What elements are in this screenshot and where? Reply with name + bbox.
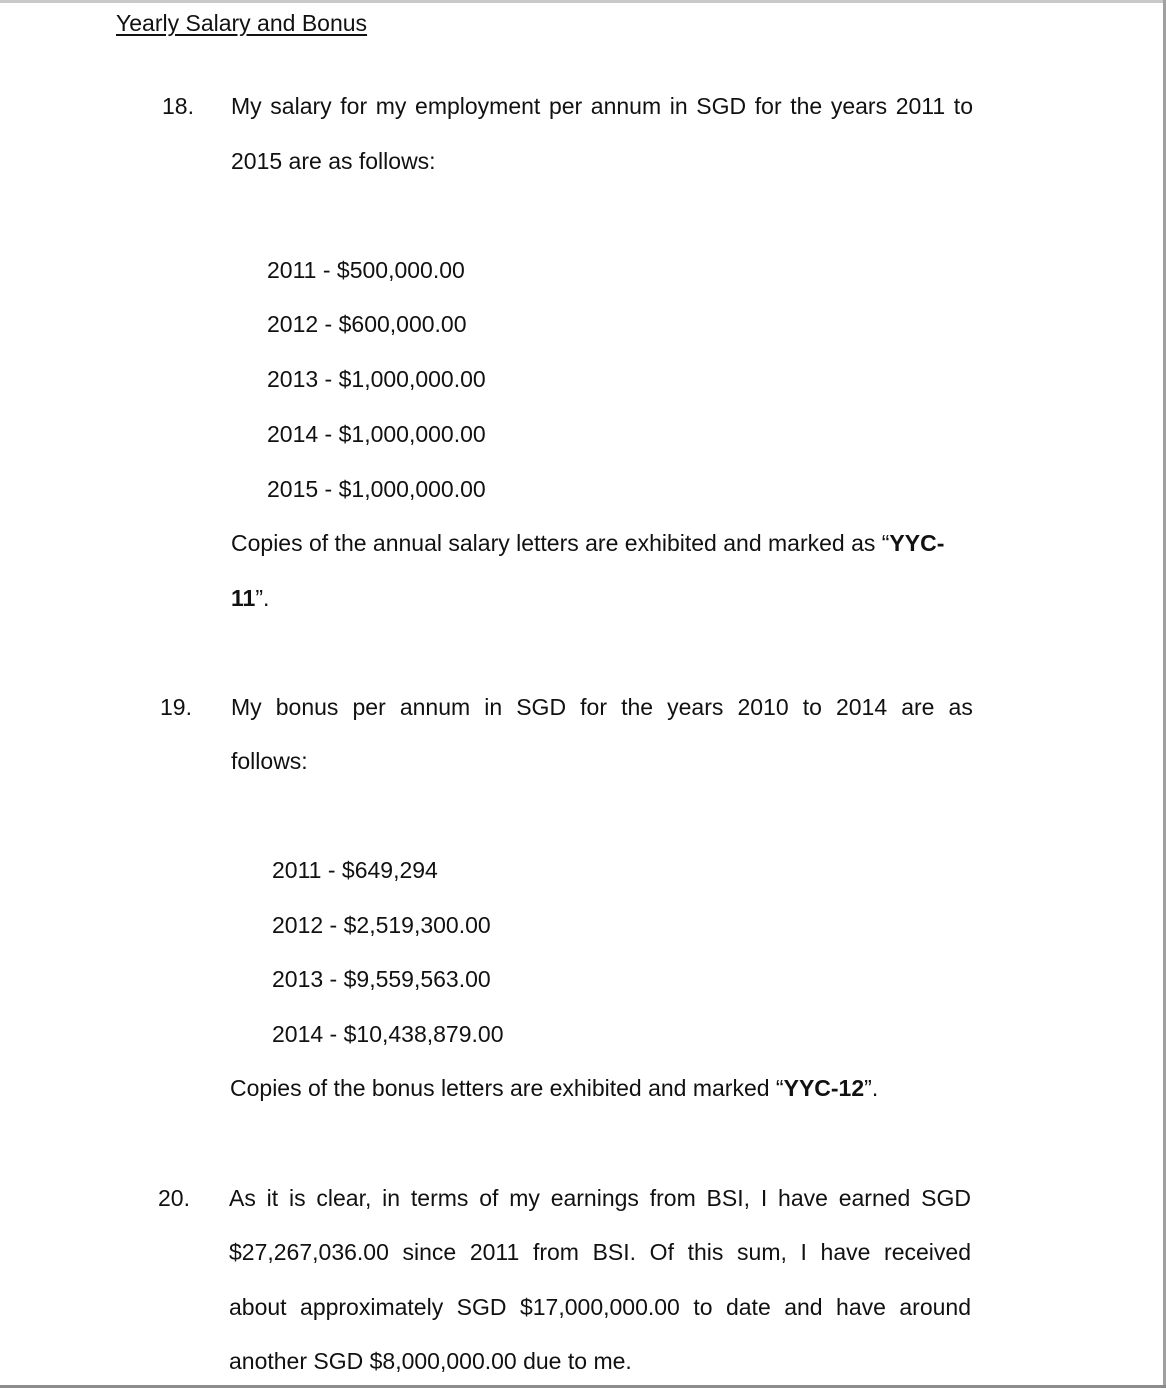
- salary-item-2014: 2014 - $1,000,000.00: [267, 421, 486, 447]
- word: for: [580, 694, 607, 720]
- exhibit-tail: ”.: [864, 1075, 879, 1101]
- word: SGD: [516, 694, 567, 720]
- exhibit-mark-yyc-11-part-1: YYC-: [889, 530, 945, 556]
- exhibit-mark-yyc-12: YYC-12: [783, 1075, 865, 1101]
- paragraph-18-number: 18.: [162, 93, 194, 119]
- bonus-item-2014: 2014 - $10,438,879.00: [272, 1021, 504, 1047]
- exhibit-mark-yyc-11-part-2: 11: [231, 585, 256, 611]
- salary-item-2013: 2013 - $1,000,000.00: [267, 366, 486, 392]
- salary-item-2015: 2015 - $1,000,000.00: [267, 476, 486, 502]
- paragraph-20-line-1: As it is clear, in terms of my earnings from BSI, I have earned SGD: [229, 1185, 971, 1211]
- word: 2014: [835, 694, 888, 720]
- exhibit-text: Copies of the annual salary letters are exhibited and marked as “: [231, 530, 890, 556]
- word: 2010: [737, 694, 789, 720]
- paragraph-18-line-2: 2015 are as follows:: [231, 148, 436, 174]
- word: in: [484, 694, 503, 720]
- paragraph-18-exhibit-line-1: [231, 530, 944, 557]
- paragraph-20-line-3: about approximately SGD $17,000,000.00 to date and have around: [229, 1294, 971, 1320]
- bonus-item-2011: 2011 - $649,294: [272, 857, 438, 883]
- paragraph-19-exhibit-line: [230, 1075, 878, 1102]
- word: the: [621, 694, 654, 720]
- page-top-border: [0, 0, 1166, 3]
- exhibit-text: Copies of the bonus letters are exhibited and marked “: [230, 1075, 784, 1101]
- word: per: [352, 694, 386, 720]
- paragraph-20-line-2: $27,267,036.00 since 2011 from BSI. Of this sum, I have received: [229, 1239, 971, 1265]
- salary-item-2012: 2012 - $600,000.00: [267, 311, 467, 337]
- paragraph-18-exhibit-line-2: [231, 585, 269, 612]
- paragraph-19-line-2: follows:: [231, 748, 308, 774]
- word: are: [901, 694, 935, 720]
- bonus-item-2013: 2013 - $9,559,563.00: [272, 966, 491, 992]
- bonus-item-2012: 2012 - $2,519,300.00: [272, 912, 491, 938]
- paragraph-20-number: 20.: [158, 1185, 190, 1211]
- paragraph-20-line-4: another SGD $8,000,000.00 due to me.: [229, 1348, 632, 1374]
- exhibit-tail: ”.: [255, 585, 270, 611]
- paragraph-19-number: 19.: [160, 694, 192, 720]
- word: as: [948, 694, 973, 720]
- word: annum: [399, 694, 471, 720]
- word: My: [231, 694, 262, 720]
- paragraph-19-line-1: [231, 694, 973, 721]
- word: years: [667, 694, 724, 720]
- paragraph-18-line-1: My salary for my employment per annum in SGD for the years 2011 to: [231, 93, 973, 119]
- word: bonus: [275, 694, 339, 720]
- word: to: [802, 694, 822, 720]
- salary-item-2011: 2011 - $500,000.00: [267, 257, 465, 283]
- section-heading: Yearly Salary and Bonus: [116, 10, 368, 36]
